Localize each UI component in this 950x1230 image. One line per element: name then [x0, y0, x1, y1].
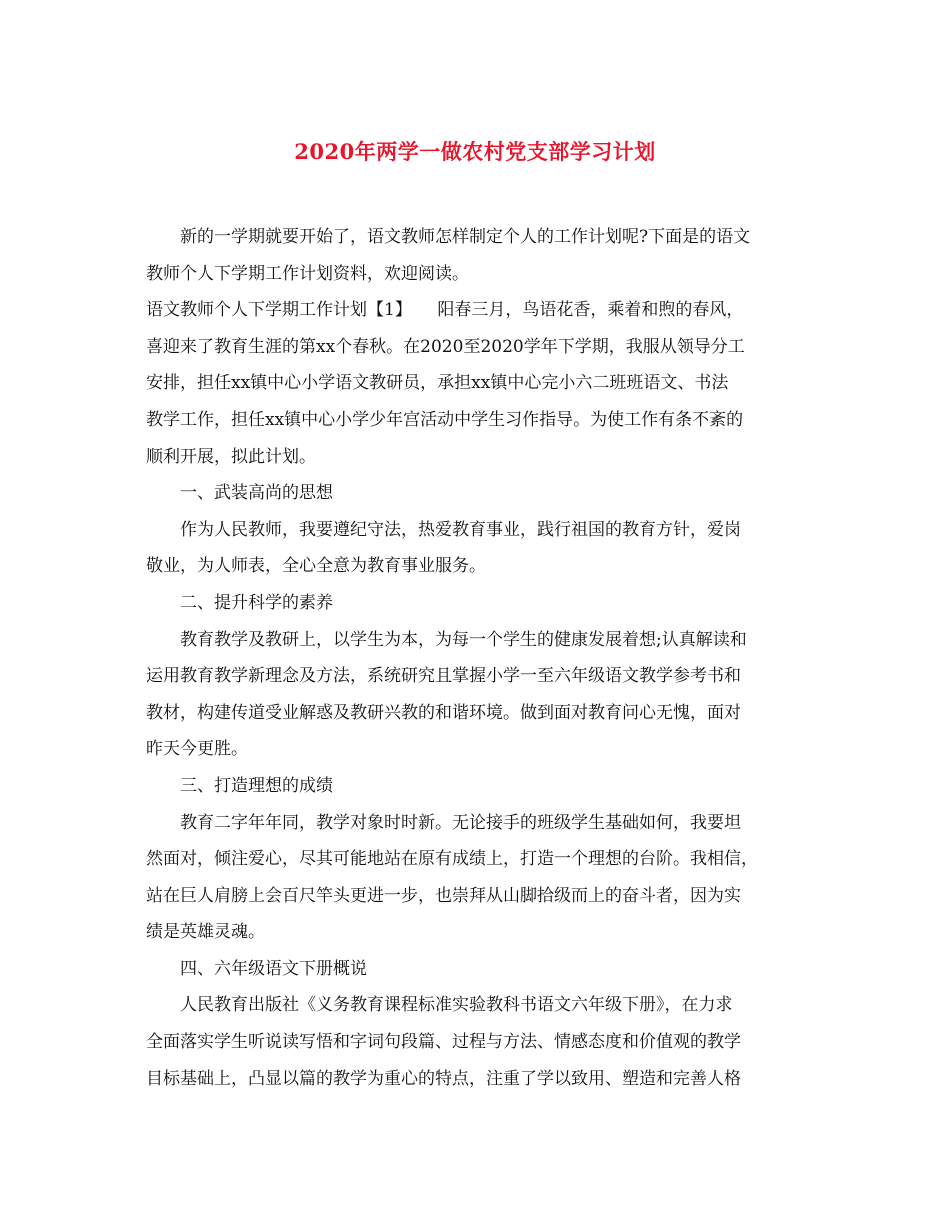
paragraph-line: 语文教师个人下学期工作计划【1】 阳春三月，鸟语花香，乘着和煦的春风，: [146, 300, 744, 321]
paragraph-line: 顺利开展，拟此计划。: [146, 446, 316, 467]
paragraph-line: 然面对，倾注爱心，尽其可能地站在原有成绩上，打造一个理想的台阶。我相信，: [146, 849, 758, 870]
paragraph-line: 教育二字年年同，教学对象时时新。无论接手的班级学生基础如何，我要坦: [180, 812, 741, 833]
paragraph-line: 教材，构建传道受业解惑及教研兴教的和谐环境。做到面对教育问心无愧，面对: [146, 702, 741, 723]
section-heading: 一、武装高尚的思想: [180, 483, 333, 504]
paragraph-line: 安排，担任xx镇中心小学语文教研员，承担xx镇中心完小六二班班语文、书法: [146, 373, 729, 394]
paragraph-line: 全面落实学生听说读写悟和字词句段篇、过程与方法、情感态度和价值观的教学: [146, 1032, 741, 1053]
paragraph-line: 喜迎来了教育生涯的第xx个春秋。在2020至2020学年下学期，我服从领导分工: [146, 336, 745, 357]
paragraph-line: 人民教育出版社《义务教育课程标准实验教科书语文六年级下册》，在力求: [180, 995, 733, 1016]
paragraph-line: 新的一学期就要开始了，语文教师怎样制定个人的工作计划呢?下面是的语文: [180, 227, 751, 247]
paragraph-line: 目标基础上，凸显以篇的教学为重心的特点，注重了学以致用、塑造和完善人格: [146, 1068, 741, 1089]
paragraph-line: 敬业，为人师表，全心全意为教育事业服务。: [146, 556, 486, 577]
section-heading: 四、六年级语文下册概说: [180, 958, 367, 979]
paragraph-line: 教师个人下学期工作计划资料，欢迎阅读。: [146, 263, 469, 284]
paragraph-line: 运用教育教学新理念及方法，系统研究且掌握小学一至六年级语文教学参考书和: [146, 666, 741, 687]
paragraph-line: 绩是英雄灵魂。: [146, 922, 265, 943]
document-body: [146, 219, 806, 1097]
paragraph-line: 站在巨人肩膀上会百尺竿头更进一步，也崇拜从山脚拾级而上的奋斗者，因为实: [146, 885, 741, 906]
section-heading: 二、提升科学的素养: [180, 592, 333, 613]
paragraph-line: 教育教学及教研上，以学生为本，为每一个学生的健康发展着想;认真解读和: [180, 629, 747, 650]
paragraph-line: 作为人民教师，我要遵纪守法，热爱教育事业，践行祖国的教育方针，爱岗: [180, 519, 741, 540]
document-title: 2020年两学一做农村党支部学习计划: [294, 139, 656, 164]
paragraph-line: 教学工作，担任xx镇中心小学少年宫活动中学生习作指导。为使工作有条不紊的: [146, 409, 744, 430]
section-heading: 三、打造理想的成绩: [180, 775, 333, 796]
paragraph-line: 昨天今更胜。: [146, 739, 248, 760]
